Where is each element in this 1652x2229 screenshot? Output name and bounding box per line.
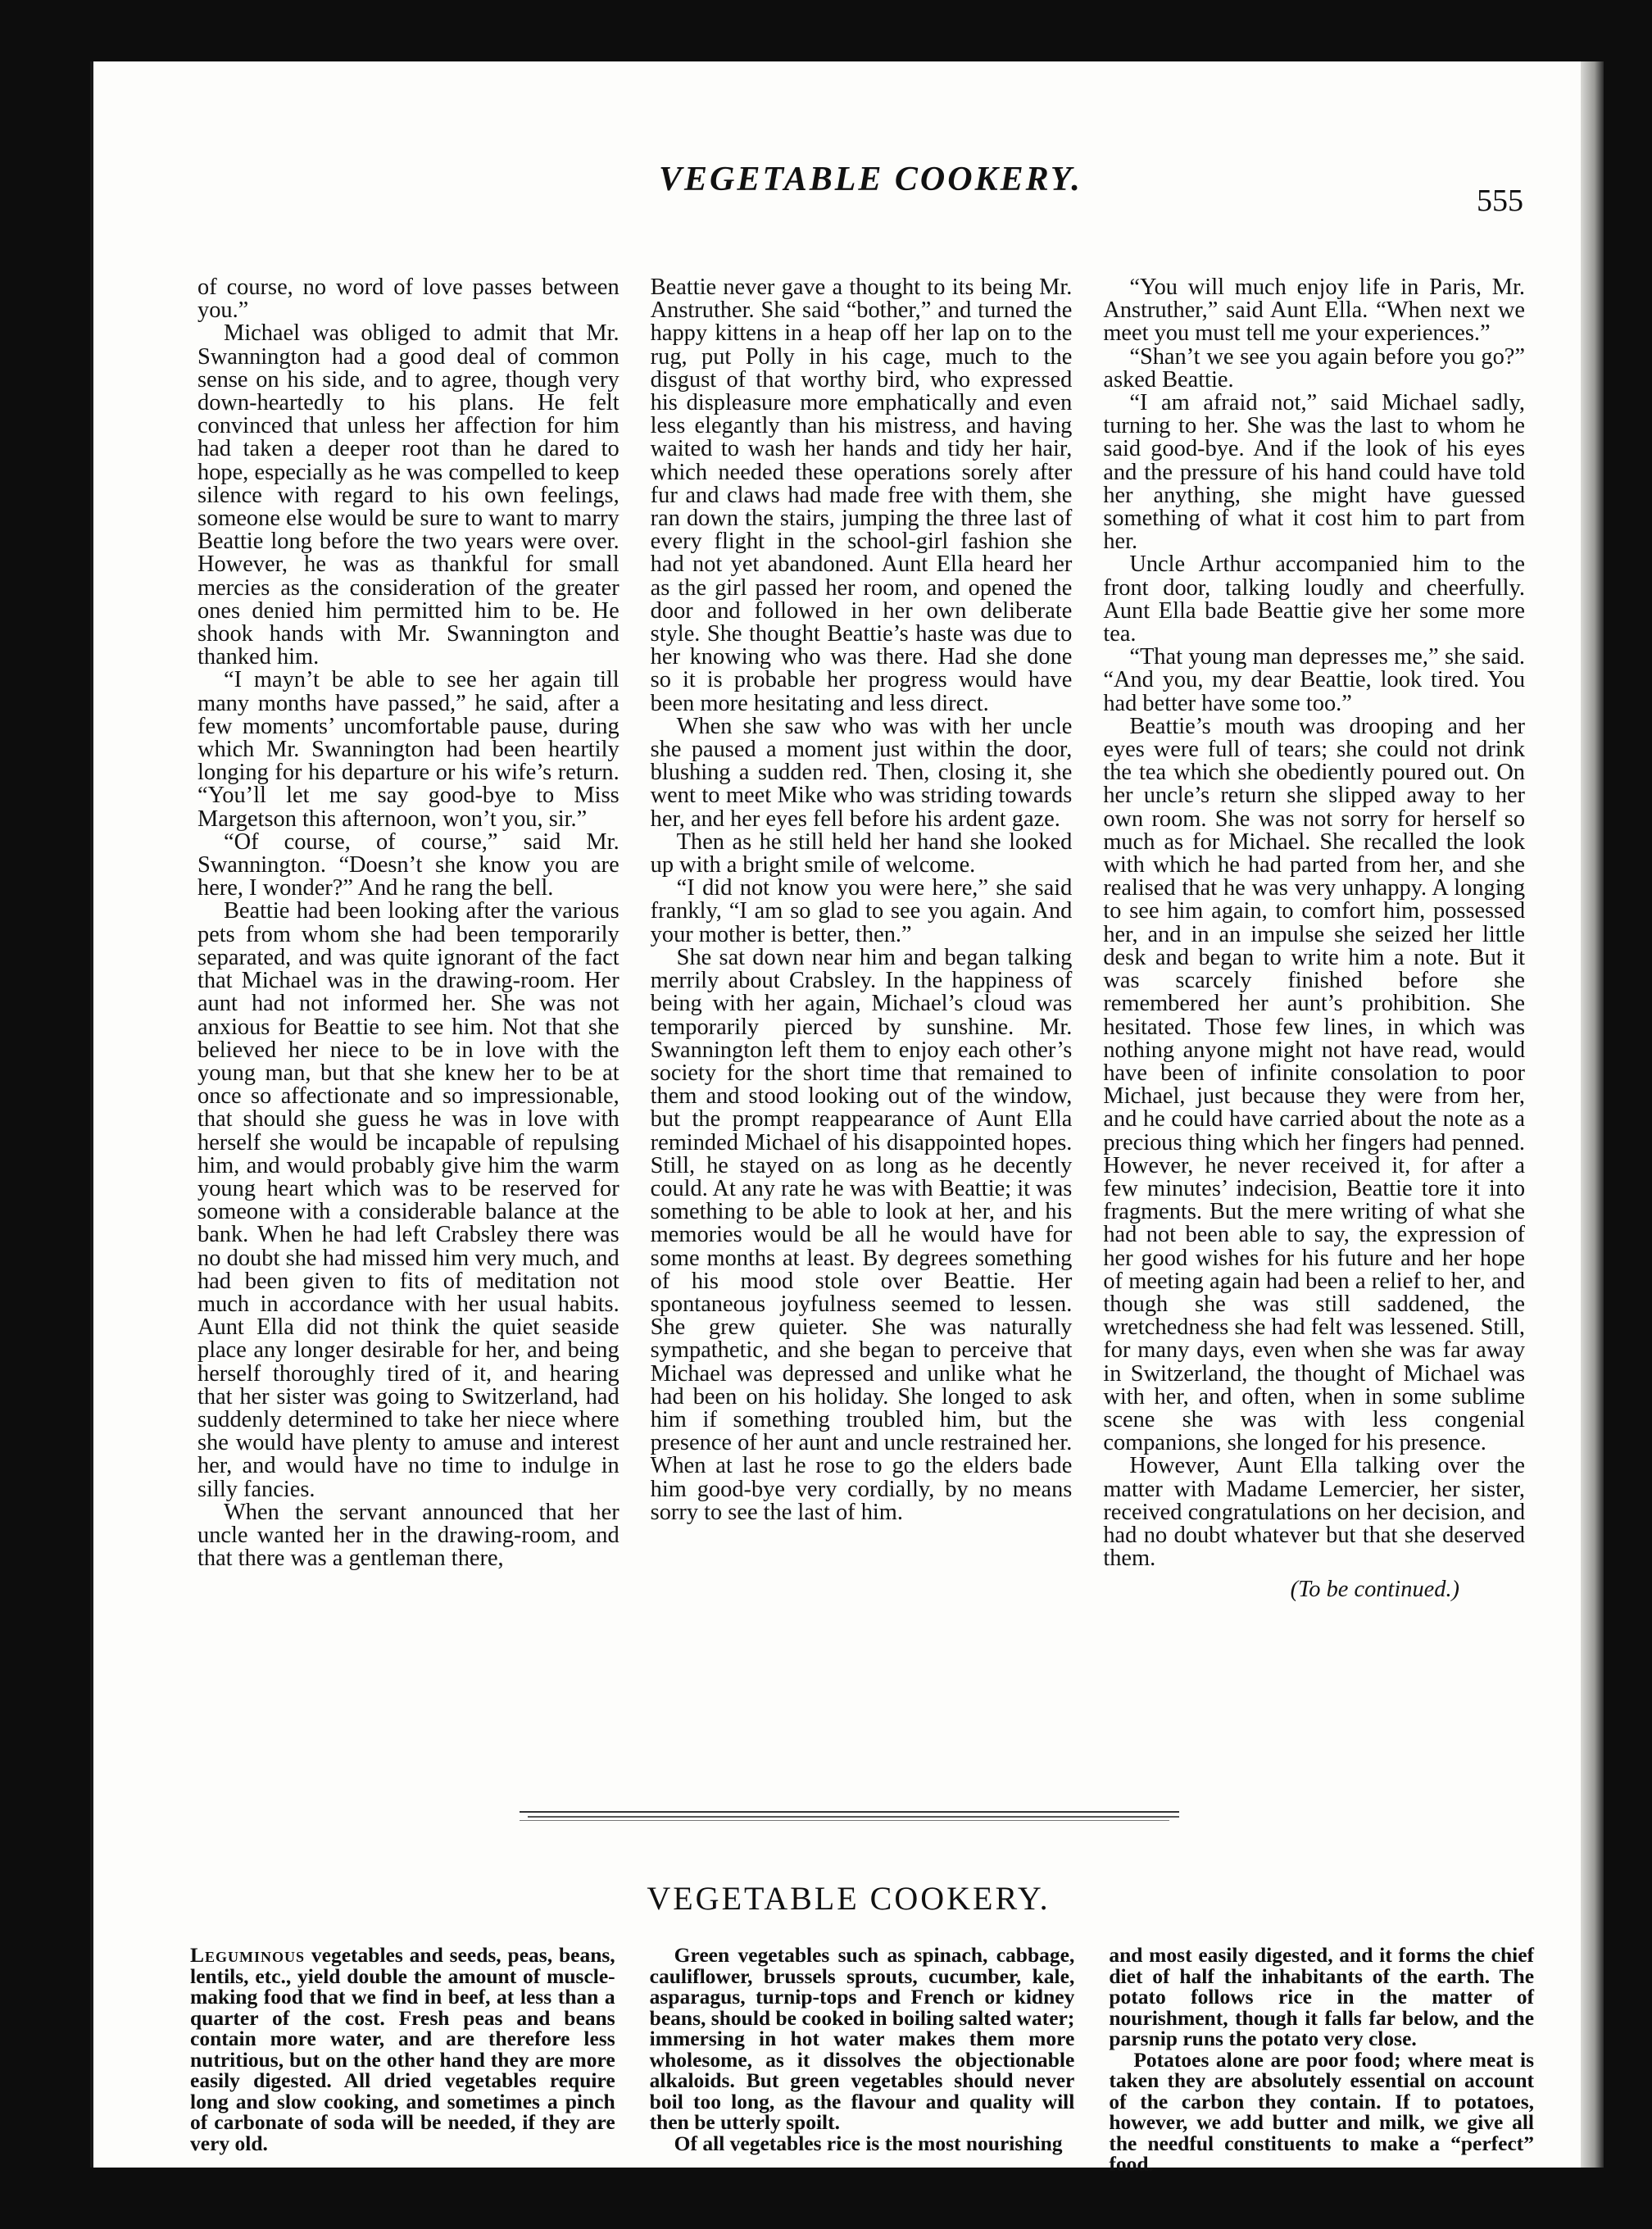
page-binding-edge	[1581, 61, 1604, 2168]
to-be-continued: (To be continued.)	[1290, 1577, 1460, 1603]
paragraph: Then as he still held her hand she looked up with a bright smile of welcome.	[650, 828, 1073, 878]
paragraph: “Of course, of course,” said Mr. Swannington. “Doesn’t she know you are here, I wonder?” And he rang the bell.	[197, 828, 620, 901]
paragraph: Michael was obliged to admit that Mr. Swannington had a good deal of common sense on his side, and to agree, though very down-heartedly to his plans. He felt convinced that unless her affection for him had taken a deeper root than he dared to hope, especially as he was compelled to keep silence with regard to his own feelings, someone else would be sure to want to marry Beattie long before the two years were over. However, he was as thankful for small mercies as the consideration of the greater ones denied him permitted him to be. He shook hands with Mr. Swannington and thanked him.	[197, 320, 620, 670]
paragraph: “I did not know you were here,” she said frankly, “I am so glad to see you again. And your mother is better, then.”	[650, 875, 1073, 947]
paragraph: Beattie’s mouth was drooping and her eyes were full of tears; she could not drink the tea which she obediently poured out. On her uncle’s return she slipped away to her own room. She was not sorry for herself so much as for Michael. She recalled the look with which he had parted from her, and she realised that he was very unhappy. A longing to see him again, to comfort him, possessed her, and in an impulse she seized her little desk and began to write him a note. But it was scarcely finished before she remembered her aunt’s prohibition. She hesitated. Those few lines, in which was nothing anyone might not have read, would have been of infinite consolation to poor Michael, just because they were from her, and he could have carried about the note as a precious thing which her fingers had penned. However, he never received it, for after a few minutes’ indecision, Beattie tore it into fragments. But the mere writing of what she had not been able to say, the expression of her good wishes for his future and her hope of meeting again had been a relief to her, and though she was still saddened, the wretchedness she had felt was lessened. Still, for many days, even when she was far away in Switzerland, the thought of Michael was with her, and often, when in some sublime scene she was with less congenial companions, she longed for his presence.	[1103, 713, 1526, 1456]
paragraph: Potatoes alone are poor food; where meat is taken they are absolutely essential on account of the carbon they contain. If to potatoes, however, we add butter and milk, we give all the needful constituents to make a “perfect” food.	[1109, 2047, 1535, 2176]
paragraph: When she saw who was with her uncle she paused a moment just within the door, blushing a sudden red. Then, closing it, she went to meet Mike who was striding towards her, and her eyes fell before his ardent gaze.	[650, 713, 1073, 832]
article-column-3	[1109, 1945, 1534, 2175]
paragraph: Uncle Arthur accompanied him to the front door, talking loudly and cheerfully. Aunt Ella bade Beattie give her some more tea.	[1103, 552, 1526, 647]
paragraph: “I am afraid not,” said Michael sadly, turning to her. She was the last to whom he said good-bye. And if the look of his eyes and the pressure of his hand could have told her anything, she might have guessed something of what it cost him to part from her.	[1103, 390, 1526, 555]
article-column-2	[650, 1945, 1075, 2175]
paragraph: “Shan’t we see you again before you go?” asked Beattie.	[1103, 343, 1526, 393]
paragraph: and most easily digested, and it forms the chief diet of half the inhabitants of the earth. The potato follows rice in the matter of nourishment, though it falls far below, and the parsnip runs the potato very close.	[1109, 1943, 1535, 2050]
paragraph: Beattie never gave a thought to its being Mr. Anstruther. She said “bother,” and turned the happy kittens in a heap off her lap on to the rug, put Polly in his cage, much to the disgust of that worthy bird, who expressed his displeasure more emphatically and even less elegantly than his mistress, and having waited to wash her hands and tidy her hair, which needed these operations sorely after fur and claws had made free with them, she ran down the stairs, jumping the three last of every flight in the school-girl fashion she had not yet abandoned. Aunt Ella heard her as the girl passed her room, and opened the door and followed in her own deliberate style. She thought Beattie’s haste was due to her knowing who was there. Had she done so it is probable her progress would have been more hesitating and less direct.	[650, 275, 1073, 716]
paragraph: When the servant announced that her uncle wanted her in the drawing-room, and that there was a gentleman there,	[197, 1499, 620, 1572]
paragraph: Green vegetables such as spinach, cabbage, cauliflower, brussels sprouts, cucumber, kale, asparagus, turnip-tops and French or kidney beans, should be cooked in boiling salted water; immersing in hot water makes them more wholesome, as it dissolves the objectionable alkaloids. But green vegetables should never boil too long, as the flavour and quality will then be utterly spoilt.	[649, 1943, 1075, 2134]
page-number: 555	[1477, 184, 1523, 218]
running-head: VEGETABLE COOKERY.	[659, 161, 1082, 198]
paragraph: of course, no word of love passes between you.”	[197, 275, 620, 324]
lead-word: Leguminous	[190, 1943, 306, 1967]
paragraph: She sat down near him and began talking merrily about Crabsley. In the happiness of being with her again, Michael’s cloud was temporarily pierced by sunshine. Mr. Swannington left them to enjoy each other’s society for the short time that remained to them and stood looking out of the window, but the prompt reappearance of Aunt Ella reminded Michael of his disappointed hopes. Still, he stayed on as long as he decently could. At any rate he was with Beattie; it was something to be able to look at her, and his memories would be all he would have for some months at least. By degrees something of his mood stole over Beattie. Her spontaneous joyfulness seemed to lessen. She grew quieter. She was naturally sympathetic, and she began to perceive that Michael was depressed and unlike what he had been on his holiday. She longed to ask him if something troubled him, but the presence of her aunt and uncle restrained her. When at last he rose to go the elders bade him good-bye very cordially, by no means sorry to see the last of him.	[650, 944, 1073, 1525]
paragraph-body: vegetables and seeds, peas, beans, lentils, etc., yield double the amount of muscle-making food that we find in beef, at less than a quarter of the cost. Fresh peas and beans contain more water, and are therefore less nutritious, but on the other hand they are more easily digested. All dried vegetables require long and slow cooking, and sometimes a pinch of carbonate of soda will be needed, if they are very old.	[190, 1943, 615, 2155]
paragraph: However, Aunt Ella talking over the matter with Madame Lemercier, her sister, received congratulations on her decision, and had no doubt whatever but that she deserved them.	[1103, 1453, 1526, 1572]
serial-story	[197, 276, 1525, 1602]
magazine-page	[90, 61, 1604, 2176]
story-column-3	[1103, 276, 1525, 1602]
paragraph: “I mayn’t be able to see her again till many months have passed,” he said, after a few moments’ uncomfortable pause, during which Mr. Swannington had been heartily longing for his departure or his wife’s return. “You’ll let me say good-bye to Miss Margetson this afternoon, won’t you, sir.”	[197, 667, 620, 832]
article-title: VEGETABLE COOKERY.	[647, 1880, 1051, 1917]
paragraph: Of all vegetables rice is the most nourishing	[674, 2131, 1063, 2155]
vegetable-cookery-article	[190, 1945, 1534, 2175]
paragraph: Beattie had been looking after the various pets from whom she had been temporarily separated, and was quite ignorant of the fact that Michael was in the drawing-room. Her aunt had not informed her. She was not anxious for Beattie to see him. Not that she believed her niece to be in love with the young man, but that she knew her to be at once so affectionate and so impressionable, that should she guess he was in love with herself she would be incapable of repulsing him, and would probably give him the warm young heart which was to be reserved for someone with a considerable balance at the bank. When he had left Crabsley there was no doubt she had missed him very much, and had been given to fits of meditation not much in accordance with her usual habits. Aunt Ella did not think the quiet seaside place any longer desirable for her, and being herself thoroughly tired of it, and hearing that her sister was going to Switzerland, had suddenly determined to take her niece where she would have plenty to amuse and interest her, and would have no time to indulge in silly fancies.	[197, 898, 620, 1502]
paragraph: “You will much enjoy life in Paris, Mr. Anstruther,” said Aunt Ella. “When next we meet you must tell me your experiences.”	[1103, 275, 1526, 347]
story-column-1	[197, 276, 620, 1602]
section-divider-rule	[520, 1811, 1179, 1823]
story-column-2	[651, 276, 1073, 1602]
paragraph: “That young man depresses me,” she said. “And you, my dear Beattie, look tired. You had better have some too.”	[1103, 644, 1526, 716]
article-column-1	[190, 1945, 615, 2175]
paragraph	[190, 1945, 615, 2154]
